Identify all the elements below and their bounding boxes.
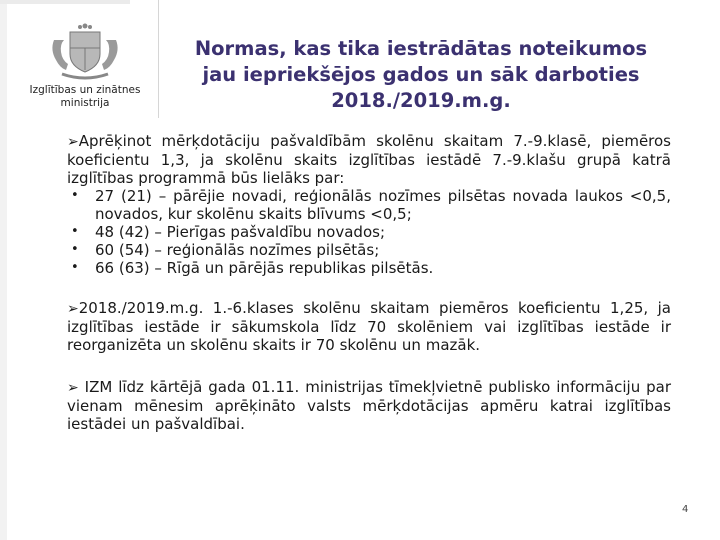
- page-number: 4: [682, 504, 689, 515]
- section-3: [67, 378, 671, 433]
- ministry-logo: [25, 20, 145, 110]
- left-edge-bar: [0, 0, 7, 540]
- list-item-text: 48 (42) – Pierīgas pašvaldību novados;: [95, 223, 385, 241]
- bullet-dot-icon: •: [71, 260, 79, 275]
- slide-title: [166, 36, 676, 114]
- list-item: [67, 259, 671, 277]
- arrow-bullet-icon: ➢: [67, 380, 79, 396]
- section-1-intro-text: Aprēķinot mērķdotāciju pašvaldībām skolēnu skaitam 7.-9.klasē, piemēros koeficientu 1,3, ja skolēnu skaits izglītības iestādē 7.-9.klašu grupā katrā izglītības programmā būs lielāks par:: [67, 132, 671, 187]
- logo-text-line1: Izglītības un zinātnes: [29, 84, 141, 96]
- section-1-intro: [67, 132, 671, 187]
- section-2-text: 2018./2019.m.g. 1.-6.klases skolēnu skaitam piemēros koeficientu 1,25, ja izglītības iestāde ir sākumskola līdz 70 skolēniem vai izglītības iestāde ir reorganizēta un skolēnu skaits ir 70 skolēnu un mazāk.: [67, 299, 671, 354]
- bullet-dot-icon: •: [71, 188, 79, 203]
- list-item-text: 66 (63) – Rīgā un pārējās republikas pilsētās.: [95, 259, 434, 277]
- coat-of-arms-icon: [46, 20, 124, 82]
- list-item: [67, 187, 671, 223]
- section-1-bullet-list: [67, 187, 671, 277]
- list-item-text: 60 (54) – reģionālās nozīmes pilsētās;: [95, 241, 380, 259]
- list-item: [67, 241, 671, 259]
- title-line-1: Normas, kas tika iestrādātas noteikumos: [194, 37, 648, 60]
- title-line-3: 2018./2019.m.g.: [331, 89, 511, 112]
- arrow-bullet-icon: ➢: [67, 301, 79, 317]
- logo-text-line2: ministrija: [60, 97, 110, 109]
- header-divider: [158, 0, 159, 118]
- bullet-dot-icon: •: [71, 224, 79, 239]
- top-accent-bar: [0, 0, 130, 4]
- list-item: [67, 223, 671, 241]
- arrow-bullet-icon: ➢: [67, 134, 79, 150]
- section-2: [67, 299, 671, 354]
- section-3-text: IZM līdz kārtējā gada 01.11. ministrijas tīmekļvietnē publisko informāciju par vienam mēnesim aprēķināto valsts mērķdotācijas apmēru katrai izglītības iestādei un pašvaldībai.: [67, 378, 671, 433]
- slide-body: [67, 132, 671, 433]
- bullet-dot-icon: •: [71, 242, 79, 257]
- title-line-2: jau iepriekšējos gados un sāk darboties: [202, 63, 640, 86]
- list-item-text: 27 (21) – pārējie novadi, reģionālās nozīmes pilsētas novada laukos <0,5, novados, kur skolēnu skaits blīvums <0,5;: [95, 187, 671, 223]
